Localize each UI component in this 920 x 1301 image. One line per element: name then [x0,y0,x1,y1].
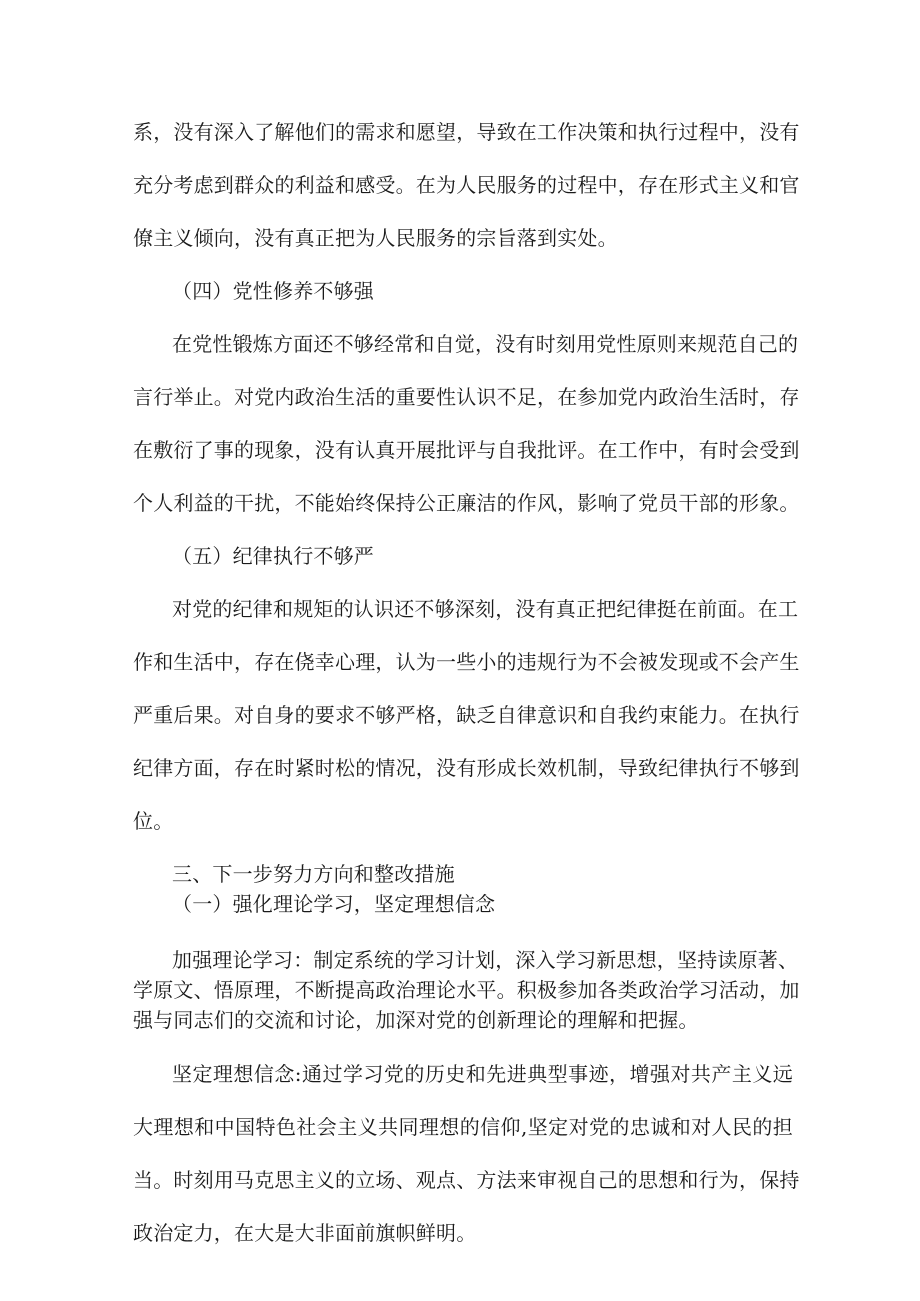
paragraph-line: 作和生活中，存在侥幸心理，认为一些小的违规行为不会被发现或不会产生 [133,650,800,674]
paragraph-line: 大理想和中国特色社会主义共同理想的信仰,坚定对党的忠诚和对人民的担 [133,1115,793,1139]
paragraph-line: 僚主义倾向，没有真正把为人民服务的宗旨落到实处。 [133,226,618,250]
paragraph-line: 在党性锻炼方面还不够经常和自觉，没有时刻用党性原则来规范自己的 [172,332,799,356]
paragraph-line: 位。 [133,809,174,833]
paragraph-line: 严重后果。对自身的要求不够严格，缺乏自律意识和自我约束能力。在执行 [133,703,800,727]
paragraph-line: 系，没有深入了解他们的需求和愿望，导致在工作决策和执行过程中，没有 [133,120,800,144]
paragraph-line: 学原文、悟原理，不断提高政治理论水平。积极参加各类政治学习活动，加 [133,978,800,1002]
section-heading: （五）纪律执行不够严 [172,544,374,568]
paragraph-line: 个人利益的干扰，不能始终保持公正廉洁的作风，影响了党员干部的形象。 [133,491,800,515]
paragraph-line: 言行举止。对党内政治生活的重要性认识不足，在参加党内政治生活时，存 [133,385,800,409]
paragraph-line: 当。时刻用马克思主义的立场、观点、方法来审视自己的思想和行为，保持 [133,1168,800,1192]
paragraph-line: 对党的纪律和规矩的认识还不够深刻，没有真正把纪律挺在前面。在工 [172,597,799,621]
section-heading: （四）党性修养不够强 [172,279,374,303]
paragraph-line: 充分考虑到群众的利益和感受。在为人民服务的过程中，存在形式主义和官 [133,173,800,197]
paragraph-line: 政治定力，在大是大非面前旗帜鲜明。 [133,1221,477,1245]
paragraph-line: 在敷衍了事的现象，没有认真开展批评与自我批评。在工作中，有时会受到 [133,438,800,462]
paragraph-line: 强与同志们的交流和讨论，加深对党的创新理论的理解和把握。 [133,1008,699,1032]
chapter-heading: 三、下一步努力方向和整改措施 [172,862,455,886]
paragraph-line: 纪律方面，存在时紧时松的情况，没有形成长效机制，导致纪律执行不够到 [133,756,800,780]
section-heading: （一）强化理论学习，坚定理想信念 [172,892,496,916]
paragraph-line: 加强理论学习：制定系统的学习计划，深入学习新思想，坚持读原著、 [172,948,799,972]
paragraph-line: 坚定理想信念:通过学习党的历史和先进典型事迹，增强对共产主义远 [172,1062,793,1086]
